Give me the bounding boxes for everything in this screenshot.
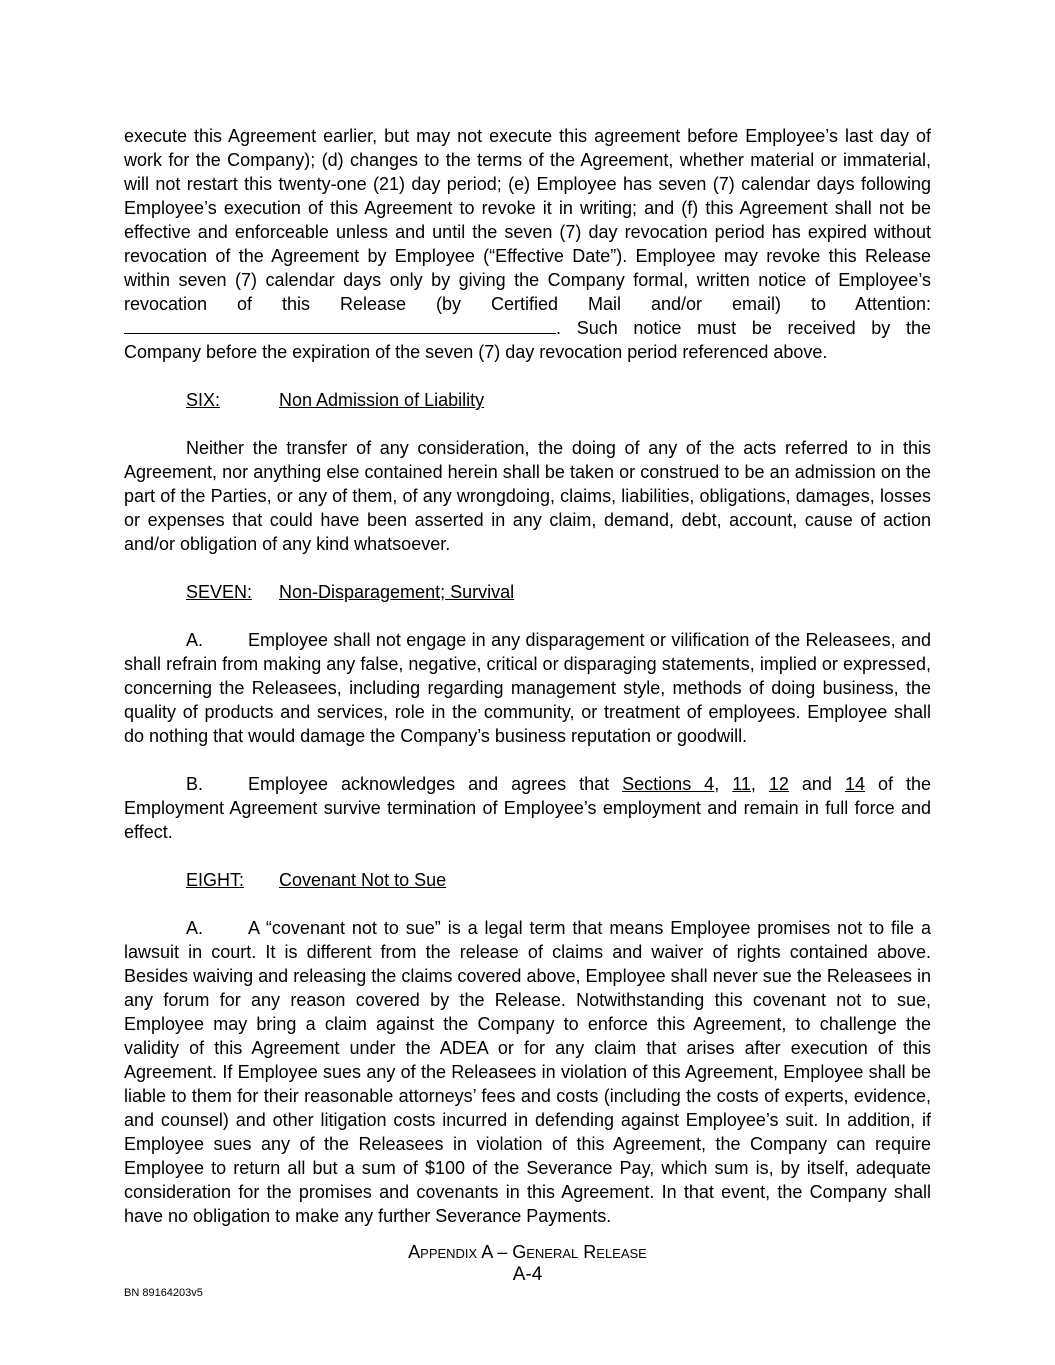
section-six-body: Neither the transfer of any consideration, the doing of any of the acts referred to in this Agreement, nor anything else contained herein shall be taken or construed to be an admission on the part of the Parties, or any of them, of any wrongdoing, claims, liabilities, obligations, damages, losses or expenses that could have been asserted in any claim, demand, debt, account, cause of action and/or obligation of any kind whatsoever.: [124, 438, 931, 554]
footer-title: Appendix A – General Release: [408, 1242, 647, 1262]
page-number: A-4: [512, 1264, 543, 1285]
attention-blank-line: [124, 317, 556, 334]
section-six-heading: [186, 388, 931, 412]
intro-paragraph: [124, 124, 931, 364]
section-ref-4: Sections 4: [622, 774, 715, 794]
section-eight-title: Covenant Not to Sue: [279, 870, 447, 890]
intro-text-part1: execute this Agreement earlier, but may not execute this agreement before Employee’s last day of work for the Company); (d) changes to the terms of the Agreement, whether material or immaterial, will not restart this twenty-one (21) day period; (e) Employee has seven (7) calendar days following Employee’s execution of this Agreement to revoke it in writing; and (f) this Agreement shall not be effective and enforceable unless and until the seven (7) day revocation period has expired without revocation of the Agreement by Employee (“Effective Date”). Employee may revoke this Release within seven (7) calendar days only by giving the Company formal, written notice of Employee’s revocation of this Release (by Certified Mail and/or email) to Attention:: [124, 126, 931, 314]
section-seven-heading: [186, 580, 931, 604]
section-ref-12: 12: [768, 774, 789, 794]
section-eight-number: EIGHT:: [186, 870, 245, 890]
section-seven-a-body: Employee shall not engage in any disparagement or vilification of the Releasees, and shall refrain from making any false, negative, critical or disparaging statements, implied or expressed, concerning the Releasees, including regarding management style, methods of doing business, the quality of products and services, role in the community, or treatment of employees. Employee shall do nothing that would damage the Company’s business reputation or goodwill.: [124, 630, 931, 746]
section-eight-a-body: A “covenant not to sue” is a legal term that means Employee promises not to file a lawsuit in court. It is different from the release of claims and waiver of rights contained above. Besides waiving and releasing the claims covered above, Employee shall never sue the Releasees in any forum for any reason covered by the Release. Notwithstanding this covenant not to sue, Employee may bring a claim against the Company to enforce this Agreement, to challenge the validity of this Agreement under the ADEA or for any claim that arises after execution of this Agreement. If Employee sues any of the Releasees in violation of this Agreement, Employee shall be liable to them for their reasonable attorneys’ fees and costs (including the costs of experts, evidence, and counsel) and other litigation costs incurred in defending against Employee’s suit. In addition, if Employee sues any of the Releasees in violation of this Agreement, the Company can require Employee to return all but a sum of $100 of the Severance Pay, which sum is, by itself, adequate consideration for the promises and covenants in this Agreement. In that event, the Company shall have no obligation to make any further Severance Payments.: [124, 918, 931, 1226]
section-ref-sep1: ,: [714, 774, 733, 794]
section-ref-14: 14: [844, 774, 865, 794]
intro-text-part2: . Such notice must be received by the Company before the expiration of the seven (7) day revocation period referenced above.: [124, 318, 931, 362]
section-seven-number: SEVEN:: [186, 582, 253, 602]
section-seven-b-post: of the Employment Agreement survive termination of Employee’s employment and remain in full force and effect.: [124, 774, 931, 842]
section-eight-a-paragraph: [124, 916, 931, 1228]
section-ref-11: 11: [732, 774, 751, 794]
section-eight-a-label: A.: [186, 918, 204, 938]
section-ref-sep2: ,: [750, 774, 769, 794]
section-seven-b-label: B.: [186, 774, 204, 794]
section-ref-sep3: and: [788, 774, 845, 794]
section-six-title: Non Admission of Liability: [279, 390, 485, 410]
section-seven-a-paragraph: [124, 628, 931, 748]
section-six-number: SIX:: [186, 390, 221, 410]
section-seven-b-paragraph: [124, 772, 931, 844]
section-eight-heading: [186, 868, 931, 892]
section-seven-a-label: A.: [186, 630, 204, 650]
section-seven-title: Non-Disparagement; Survival: [279, 582, 515, 602]
document-id: BN 89164203v5: [124, 1287, 203, 1299]
section-seven-b-pre: Employee acknowledges and agrees that: [248, 774, 623, 794]
document-page: [124, 124, 931, 1228]
